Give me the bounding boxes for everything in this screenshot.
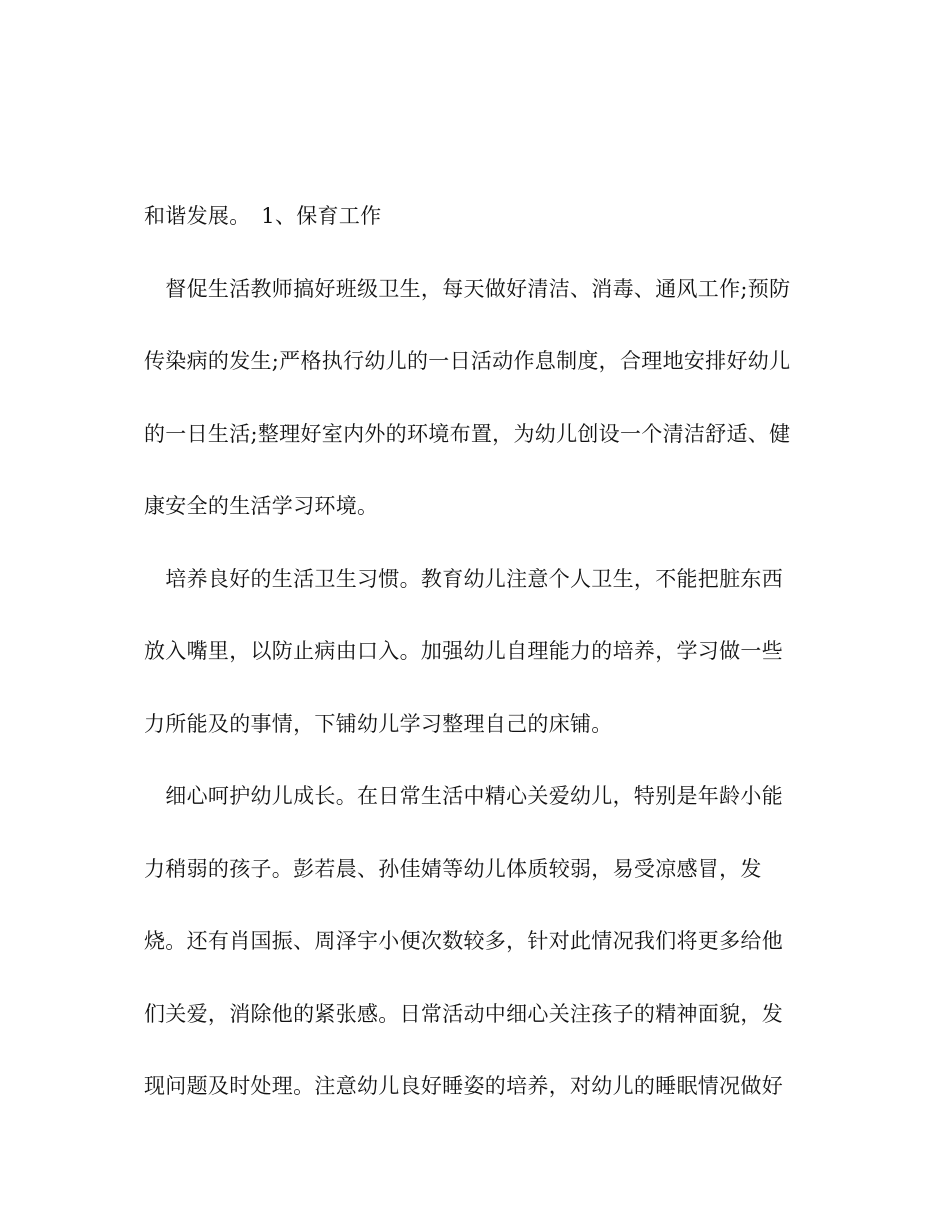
text-line: 培养良好的生活卫生习惯。教育幼儿注意个人卫生，不能把脏东西 <box>144 566 783 591</box>
text-line: 康安全的生活学习环境。 <box>144 494 379 518</box>
text-line: 细心呵护幼儿成长。在日常生活中精心关爱幼儿，特别是年龄小能 <box>144 784 783 808</box>
text-line: 现问题及时处理。注意幼儿良好睡姿的培养，对幼儿的睡眠情况做好 <box>144 1074 783 1098</box>
text-line: 和谐发展。 1、保育工作 <box>144 204 382 228</box>
text-line: 烧。还有肖国振、周泽宇小便次数较多，针对此情况我们将更多给他 <box>144 929 783 953</box>
text-line: 督促生活教师搞好班级卫生，每天做好清洁、消毒、通风工作;预防 <box>144 276 791 301</box>
text-line: 们关爱，消除他的紧张感。日常活动中细心关注孩子的精神面貌，发 <box>144 1001 783 1026</box>
text-line: 放入嘴里，以防止病由口入。加强幼儿自理能力的培养，学习做一些 <box>144 639 783 663</box>
text-line: 力稍弱的孩子。彭若晨、孙佳婧等幼儿体质较弱，易受凉感冒，发 <box>144 856 762 881</box>
text-line: 力所能及的事情，下铺幼儿学习整理自己的床铺。 <box>144 711 613 736</box>
body-text <box>144 196 824 1139</box>
text-line: 的一日生活;整理好室内外的环境布置，为幼儿创设一个清洁舒适、健 <box>144 421 791 446</box>
text-line: 传染病的发生;严格执行幼儿的一日活动作息制度，合理地安排好幼儿 <box>144 349 791 373</box>
